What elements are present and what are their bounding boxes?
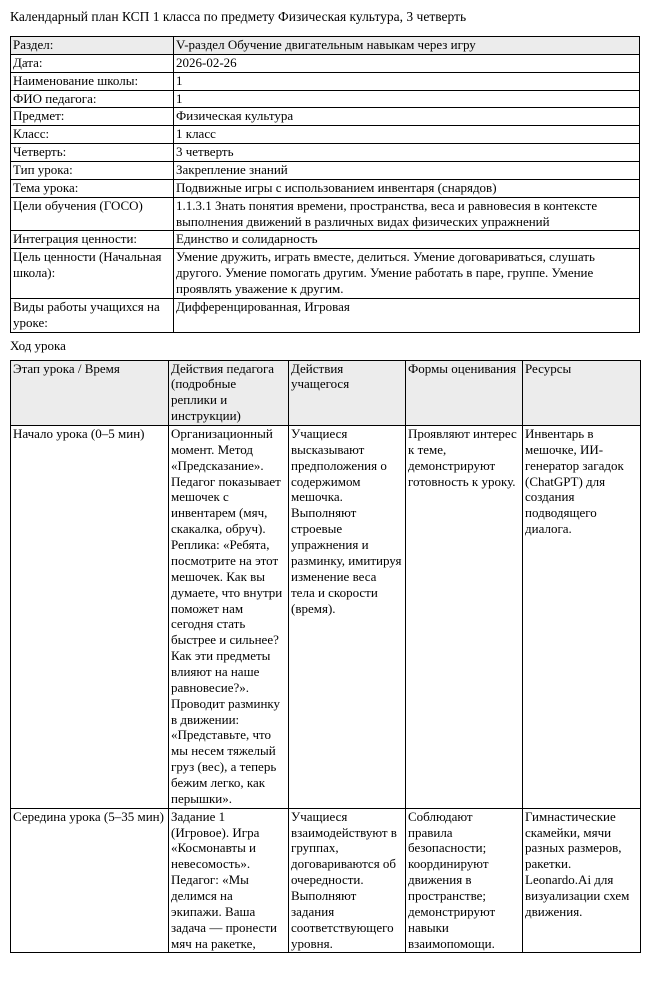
info-row <box>11 90 640 108</box>
lesson-table <box>10 360 641 954</box>
info-row-value: 1 <box>174 72 640 90</box>
info-row-value: Закрепление знаний <box>174 162 640 180</box>
lesson-cell-student_actions: Учащиеся взаимодействуют в группах, договариваются об очередности. Выполняют задания соответствующего уровня. <box>289 808 406 953</box>
lesson-table-body <box>11 360 641 953</box>
info-row <box>11 179 640 197</box>
info-row-label: Предмет: <box>11 108 174 126</box>
info-row <box>11 231 640 249</box>
info-row <box>11 72 640 90</box>
info-row-value: Физическая культура <box>174 108 640 126</box>
info-row-label: Цель ценности (Начальная школа): <box>11 249 174 299</box>
info-row <box>11 249 640 299</box>
info-row-value: 3 четверть <box>174 144 640 162</box>
info-row-label: Тема урока: <box>11 179 174 197</box>
info-row-label: Виды работы учащихся на уроке: <box>11 298 174 332</box>
lesson-header-cell: Действия учащегося <box>289 360 406 425</box>
info-row <box>11 197 640 231</box>
lesson-cell-teacher_actions: Задание 1 (Игровое). Игра «Космонавты и невесомость». Педагог: «Мы делимся на экипажи. Ваша задача — пронести мяч на ракетке, <box>169 808 289 953</box>
info-row-label: Тип урока: <box>11 162 174 180</box>
info-row-label: Цели обучения (ГОСО) <box>11 197 174 231</box>
info-row <box>11 162 640 180</box>
info-row-value: 1 класс <box>174 126 640 144</box>
info-row-label: Класс: <box>11 126 174 144</box>
lesson-cell-resources: Инвентарь в мешочке, ИИ-генератор загадок (ChatGPT) для создания подводящего диалога. <box>523 426 641 809</box>
info-table-body <box>11 37 640 333</box>
lesson-header-cell: Формы оценивания <box>406 360 523 425</box>
lesson-cell-student_actions: Учащиеся высказывают предположения о содержимом мешочка. Выполняют строевые упражнения и разминку, имитируя изменение веса тела и скорости (время). <box>289 426 406 809</box>
section-heading: Ход урока <box>10 337 66 353</box>
info-row <box>11 37 640 55</box>
info-row <box>11 126 640 144</box>
info-row-label: Интеграция ценности: <box>11 231 174 249</box>
info-row-value: V-раздел Обучение двигательным навыкам через игру <box>174 37 640 55</box>
lesson-cell-assessment: Проявляют интерес к теме, демонстрируют готовность к уроку. <box>406 426 523 809</box>
lesson-cell-teacher_actions: Организационный момент. Метод «Предсказание». Педагог показывает мешочек с инвентарем (мяч, скакалка, обруч). Реплика: «Ребята, посмотрите на этот мешочек. Как вы думаете, что внутри поможет нам сегодня стать быстрее и сильнее? Как эти предметы влияют на наше равновесие?». Проводит разминку в движении: «Представьте, что мы несем тяжелый груз (вес), а теперь бежим легко, как перышки». <box>169 426 289 809</box>
info-table <box>10 36 640 333</box>
info-row <box>11 298 640 332</box>
lesson-header-cell: Ресурсы <box>523 360 641 425</box>
info-row <box>11 54 640 72</box>
lesson-cell-assessment: Соблюдают правила безопасности; координируют движения в пространстве; демонстрируют навыки взаимопомощи. <box>406 808 523 953</box>
info-row-value: 1 <box>174 90 640 108</box>
info-row-value: Умение дружить, играть вместе, делиться. Умение договариваться, слушать другого. Умение помогать другим. Умение работать в паре, группе. Умение проявлять уважение к другим. <box>174 249 640 299</box>
info-row-label: Дата: <box>11 54 174 72</box>
info-row-label: Наименование школы: <box>11 72 174 90</box>
info-row-value: Единство и солидарность <box>174 231 640 249</box>
info-row-value: 2026-02-26 <box>174 54 640 72</box>
lesson-row <box>11 426 641 809</box>
lesson-cell-stage: Начало урока (0–5 мин) <box>11 426 169 809</box>
lesson-row <box>11 808 641 953</box>
info-row <box>11 108 640 126</box>
info-row-label: Раздел: <box>11 37 174 55</box>
info-row-value: Дифференцированная, Игровая <box>174 298 640 332</box>
lesson-cell-stage: Середина урока (5–35 мин) <box>11 808 169 953</box>
info-row-label: Четверть: <box>11 144 174 162</box>
info-row-label: ФИО педагога: <box>11 90 174 108</box>
page-title: Календарный план КСП 1 класса по предмету Физическая культура, 3 четверть <box>10 9 467 24</box>
lesson-cell-resources: Гимнастические скамейки, мячи разных размеров, ракетки. Leonardo.Ai для визуализации схем движения. <box>523 808 641 953</box>
lesson-header-cell: Действия педагога (подробные реплики и инструкции) <box>169 360 289 425</box>
info-row-value: 1.1.3.1 Знать понятия времени, пространства, веса и равновесия в контексте выполнения движений в различных видах физических упражнений <box>174 197 640 231</box>
lesson-header-row <box>11 360 641 425</box>
lesson-header-cell: Этап урока / Время <box>11 360 169 425</box>
info-row <box>11 144 640 162</box>
info-row-value: Подвижные игры с использованием инвентаря (снарядов) <box>174 179 640 197</box>
